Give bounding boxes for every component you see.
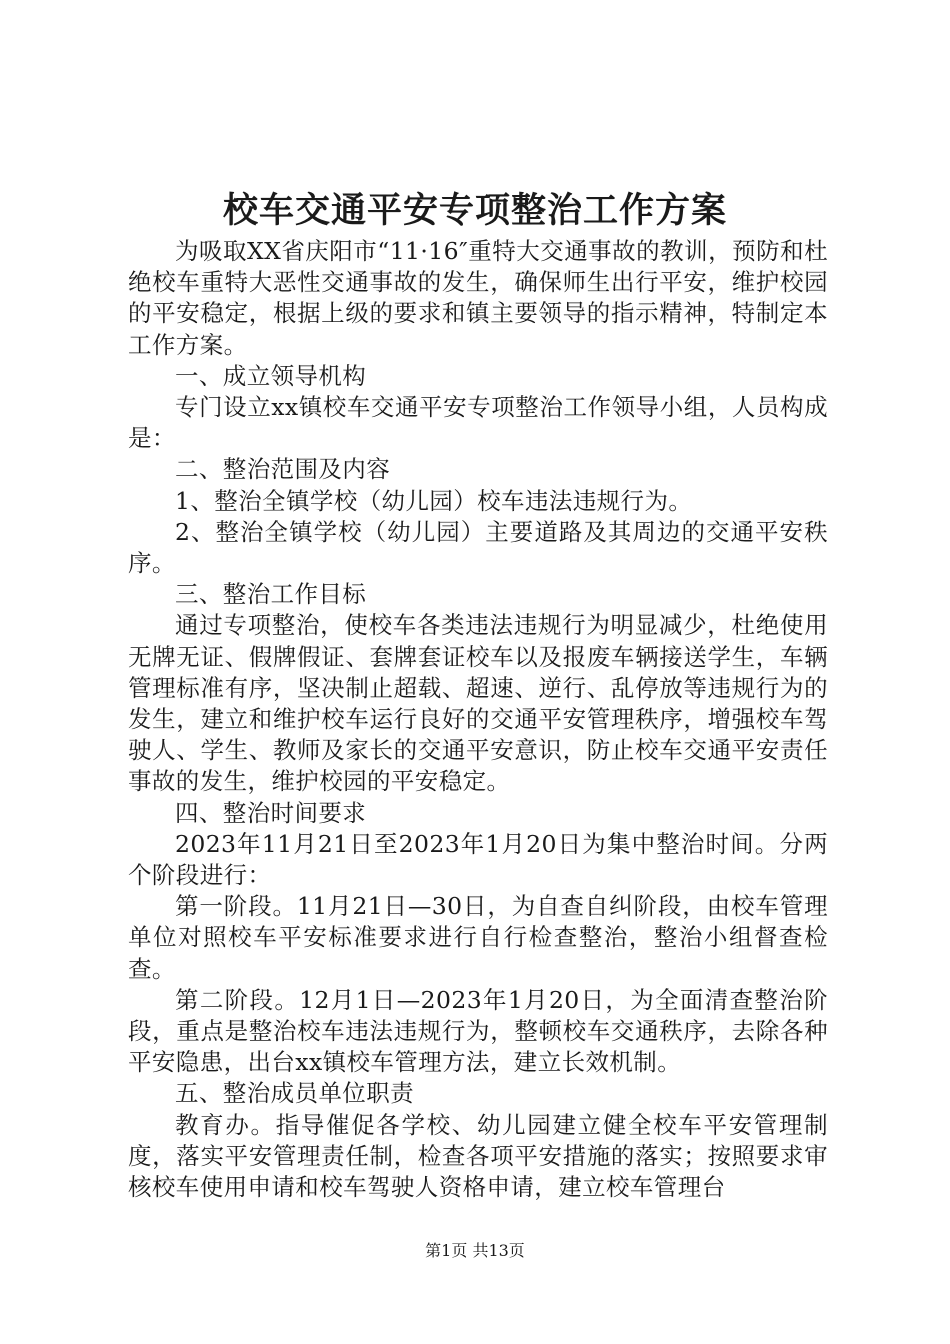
paragraph-timeline: 2023年11月21日至2023年1月20日为集中整治时间。分两个阶段进行： — [128, 829, 828, 890]
paragraph-education-office: 教育办。指导催促各学校、幼儿园建立健全校车平安管理制度，落实平安管理责任制，检查各项平安措施的落实；按照要求审核校车使用申请和校车驾驶人资格申请，建立校车管理台 — [128, 1110, 828, 1202]
section-heading-2: 二、整治范围及内容 — [175, 455, 391, 484]
section-heading-4: 四、整治时间要求 — [175, 798, 367, 827]
section-heading-1: 一、成立领导机构 — [175, 361, 367, 390]
section-heading-5: 五、整治成员单位职责 — [175, 1079, 414, 1108]
paragraph-goals: 通过专项整治，使校车各类违法违规行为明显减少，杜绝使用无牌无证、假牌假证、套牌套证校车以及报废车辆接送学生，车辆管理标准有序，坚决制止超载、超速、逆行、乱停放等违规行为的发生，建立和维护校车运行良好的交通平安管理秩序，增强校车驾驶人、学生、教师及家长的交通平安意识，防止校车交通平安责任事故的发生，维护校园的平安稳定。 — [128, 611, 828, 796]
page-footer: 第1页 共13页 — [425, 1241, 525, 1260]
section-heading-3: 三、整治工作目标 — [175, 580, 367, 609]
paragraph-stage-2: 第二阶段。12月1日—2023年1月20日，为全面清查整治阶段，重点是整治校车违法违规行为，整顿校车交通秩序，去除各种平安隐患，出台xx镇校车管理方法，建立长效机制。 — [128, 985, 828, 1077]
document-body — [128, 236, 828, 1203]
paragraph-scope-1: 1、整治全镇学校（幼儿园）校车违法违规行为。 — [175, 486, 693, 515]
document-title: 校车交通平安专项整治工作方案 — [222, 190, 727, 231]
paragraph-intro: 为吸取XX省庆阳市“11·16″重特大交通事故的教训，预防和杜绝校车重特大恶性交通事故的发生，确保师生出行平安，维护校园的平安稳定，根据上级的要求和镇主要领导的指示精神，特制定本工作方案。 — [128, 237, 828, 359]
paragraph-stage-1: 第一阶段。11月21日—30日，为自查自纠阶段，由校车管理单位对照校车平安标准要求进行自行检查整治，整治小组督查检查。 — [128, 892, 828, 983]
paragraph-leadership: 专门设立xx镇校车交通平安专项整治工作领导小组，人员构成是： — [128, 393, 828, 453]
paragraph-scope-2: 2、整治全镇学校（幼儿园）主要道路及其周边的交通平安秩序。 — [128, 517, 828, 578]
